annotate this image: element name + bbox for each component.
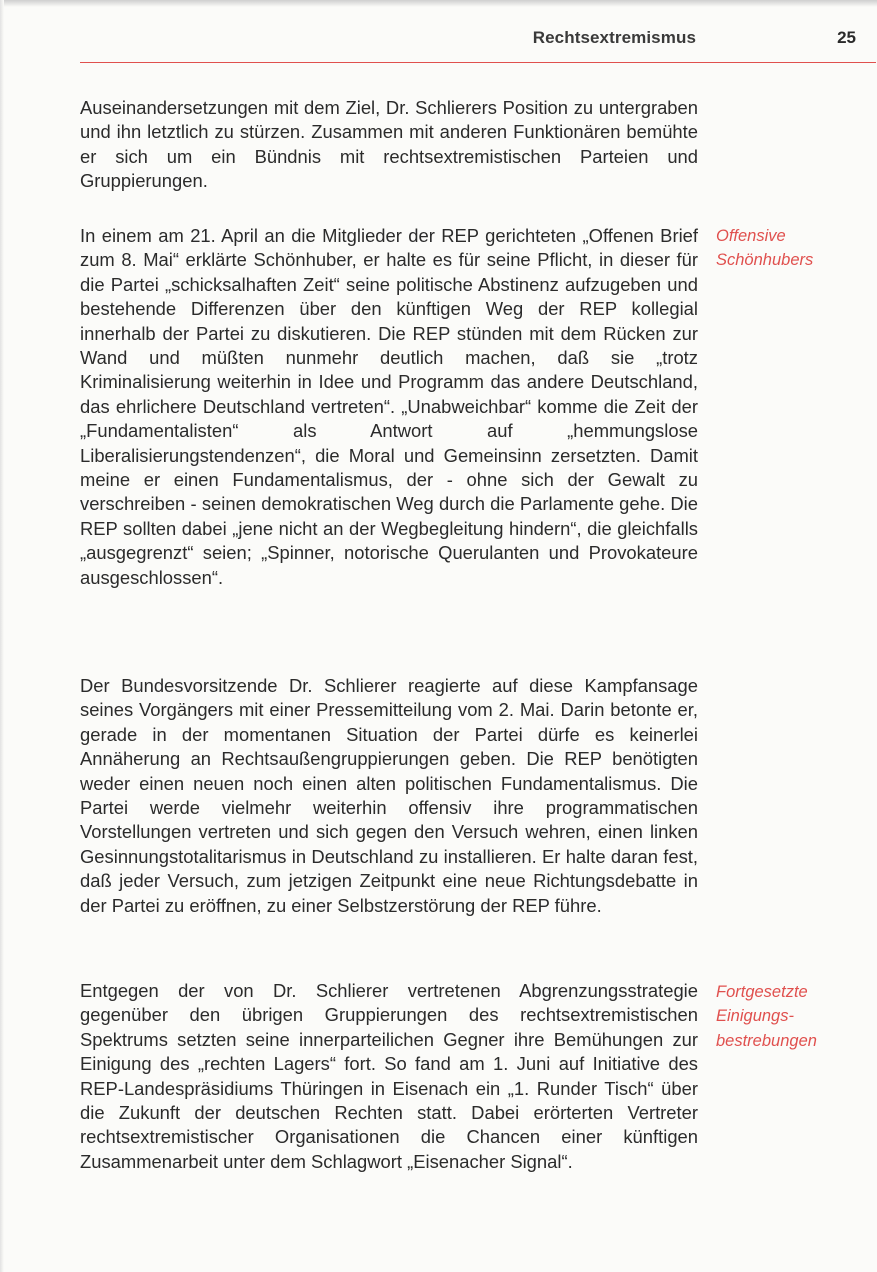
margin-note-einigung: [716, 980, 866, 1053]
margin-note-offensive: [716, 224, 866, 273]
paragraph-2: In einem am 21. April an die Mitglieder der REP gerichteten „Offenen Brief zum 8. Mai“ erklärte Schönhuber, er halte es für seine Pflicht, in dieser für die Partei „schicksalhaften Zeit“ seine politische Abstinenz aufzugeben und bestehende Differenzen über den künftigen Weg der REP kollegial innerhalb der Partei zu diskutieren. Die REP stünden mit dem Rücken zur Wand und müßten nunmehr deutlich machen, daß sie „trotz Kriminalisierung weiterhin in Idee und Programm das andere Deutschland, das ehrlichere Deutschland vertreten“. „Unabweichbar“ komme die Zeit der „Fundamentalisten“ als Antwort auf „hemmungslose Liberalisierungstendenzen“, die Moral und Gemeinsinn zersetzten. Damit meine er einen Fundamentalismus, der - ohne sich der Gewalt zu verschreiben - seinen demokratischen Weg durch die Parlamente gehe. Die REP sollten dabei „jene nicht an der Wegbegleitung hindern“, die gleichfalls „ausgegrenzt“ seien; „Spinner, notorische Querulanten und Provokateure ausgeschlossen“.: [80, 225, 698, 588]
margin-note-line: Offensive: [716, 227, 786, 245]
paragraph-4: Entgegen der von Dr. Schlierer vertretenen Abgrenzungsstrategie gegenüber den übrigen Gruppierungen des rechtsextremistischen Spektrums setzten seine innerparteilichen Gegner ihre Bemühungen zur Einigung des „rechten Lagers“ fort. So fand am 1. Juni auf Initiative des REP-Landespräsidiums Thüringen in Eisenach ein „1. Runder Tisch“ über die Zukunft der deutschen Rechten statt. Dabei erörterten Vertreter rechtsextremistischer Organisationen die Chancen einer künftigen Zusammenarbeit unter dem Schlagwort „Eisenacher Signal“.: [80, 980, 698, 1172]
margin-note-line: bestrebungen: [716, 1031, 817, 1050]
margin-note-line: Einigungs-: [716, 1007, 794, 1026]
paragraph-3: Der Bundesvorsitzende Dr. Schlierer reagierte auf diese Kampfansage seines Vorgängers mit einer Pressemitteilung vom 2. Mai. Darin betonte er, gerade in der momentanen Situation der Partei dürfe es keinerlei Annäherung an Rechtsaußengruppierungen geben. Die REP benötigten weder einen neuen noch einen alten politischen Fundamentalismus. Die Partei werde vielmehr weiterhin offensiv ihre programmatischen Vorstellungen vertreten und sich gegen den Versuch wehren, einen linken Gesinnungstotalitarismus in Deutschland zu installieren. Er halte daran fest, daß jeder Versuch, zum jetzigen Zeitpunkt eine neue Richtungsdebatte in der Partei zu eröffnen, zu einer Selbstzerstörung der REP führe.: [80, 675, 698, 916]
header-rule: [80, 62, 876, 63]
scan-left-shadow: [0, 0, 4, 1272]
margin-note-line: Schönhubers: [716, 251, 814, 270]
page-number: 25: [837, 28, 856, 47]
running-title: Rechtsextremismus: [532, 28, 696, 47]
margin-note-line: Fortgesetzte: [716, 983, 808, 1001]
scan-top-shadow: [0, 0, 877, 7]
paragraph-1: Auseinandersetzungen mit dem Ziel, Dr. Schlierers Position zu untergraben und ihn letztlich zu stürzen. Zusammen mit anderen Funktionären bemühte er sich um ein Bündnis mit rechtsextremistischen Parteien und Gruppierungen.: [80, 97, 698, 192]
